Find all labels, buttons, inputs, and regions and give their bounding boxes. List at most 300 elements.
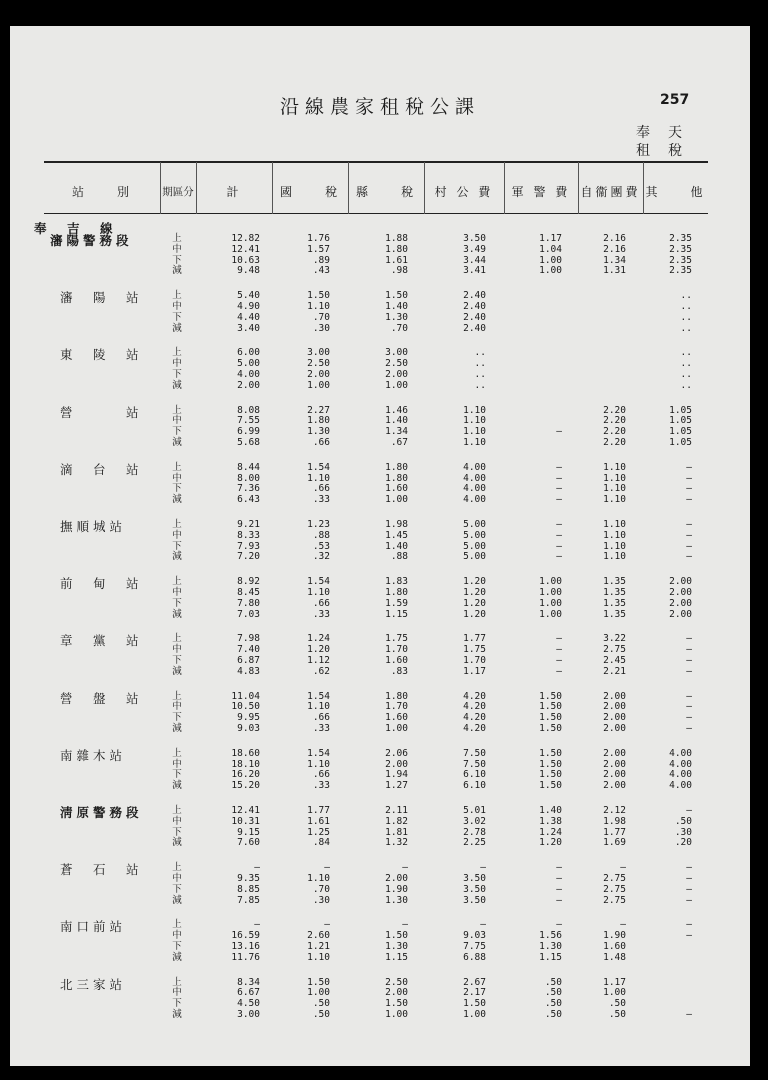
table-cell: 2.75	[603, 644, 626, 656]
table-cell: 1.50	[307, 976, 330, 988]
table-cell: 2.00	[307, 369, 330, 380]
grade-label: 中	[172, 930, 182, 942]
station-name: 章 黨 站	[60, 633, 143, 649]
table-cell: 16.20	[231, 769, 260, 781]
table-cell: 5.01	[463, 805, 486, 816]
table-cell: 1.54	[307, 576, 330, 588]
grade-label: 中	[172, 243, 182, 255]
table-cell: 1.35	[603, 597, 626, 609]
grade-label: 減	[172, 494, 182, 506]
table-cell: ..	[680, 301, 692, 312]
table-cell: —	[686, 930, 692, 942]
table-cell: 1.57	[307, 243, 330, 255]
table-cell: 18.60	[231, 747, 260, 759]
station-name: 前 甸 站	[60, 576, 143, 592]
table-cell: 2.12	[603, 805, 626, 816]
table-cell: 1.00	[307, 379, 330, 391]
table-cell: 1.88	[385, 233, 408, 244]
table-cell: 1.00	[539, 608, 562, 620]
table-cell: 5.00	[237, 358, 260, 370]
table-cell: —	[686, 529, 692, 541]
grade-label: 上	[172, 919, 182, 931]
table-cell: 6.10	[463, 780, 486, 792]
table-cell: 4.20	[463, 723, 486, 734]
grade-label: 中	[172, 301, 182, 312]
table-cell: 1.30	[307, 426, 330, 438]
table-cell: 1.59	[385, 597, 408, 609]
page-number: 257	[660, 92, 690, 108]
table-cell: 1.50	[539, 701, 562, 713]
table-cell: 1.48	[603, 951, 626, 963]
table-cell: 4.00	[669, 769, 692, 781]
table-cell: 1.34	[385, 426, 408, 438]
table-cell: 7.03	[237, 608, 260, 620]
table-cell: 2.20	[603, 426, 626, 438]
grade-label: 減	[172, 551, 182, 563]
grade-label: 中	[172, 644, 182, 656]
table-cell: 7.60	[237, 837, 260, 849]
table-cell: 1.98	[385, 519, 408, 530]
table-cell: 9.35	[237, 873, 260, 884]
table-cell: 1.10	[307, 472, 330, 484]
station-name: 營 站	[60, 404, 143, 420]
table-cell: 1.10	[307, 701, 330, 713]
table-cell: 2.00	[669, 597, 692, 609]
table-cell: —	[686, 540, 692, 552]
table-cell: 1.20	[463, 587, 486, 598]
side-label-bottom: 租稅	[636, 143, 700, 159]
grade-label: 減	[172, 1009, 182, 1020]
table-cell: 2.11	[385, 805, 408, 816]
table-cell: 3.41	[463, 265, 486, 277]
table-cell: 1.00	[385, 494, 408, 506]
table-cell: .70	[312, 883, 330, 895]
table-cell: —	[686, 644, 692, 656]
table-cell: —	[686, 461, 692, 473]
grade-label: 減	[172, 265, 182, 277]
table-cell: 4.20	[463, 701, 486, 713]
table-cell: 1.17	[463, 665, 486, 677]
grade-label: 下	[172, 769, 182, 781]
table-cell: 13.16	[231, 941, 260, 952]
table-cell: 2.20	[603, 404, 626, 416]
table-cell: ..	[474, 369, 486, 380]
table-cell: 6.43	[237, 494, 260, 506]
table-cell: 1.38	[539, 815, 562, 827]
grade-label: 下	[172, 712, 182, 724]
table-cell: 1.21	[307, 941, 330, 952]
table-cell: 11.76	[231, 951, 260, 963]
table-cell: —	[686, 701, 692, 713]
table-cell: 7.85	[237, 894, 260, 906]
grade-label: 上	[172, 576, 182, 588]
table-cell: .88	[312, 529, 330, 541]
table-cell: .70	[312, 311, 330, 323]
table-cell: 2.00	[385, 873, 408, 884]
table-cell: 1.70	[463, 655, 486, 666]
table-cell: 1.50	[463, 998, 486, 1010]
table-cell: 1.10	[463, 426, 486, 438]
table-cell: 2.40	[463, 290, 486, 302]
table-cell: 2.20	[603, 437, 626, 448]
table-cell: 3.50	[463, 883, 486, 895]
table-cell: 2.00	[669, 576, 692, 588]
table-cell: 1.75	[385, 633, 408, 645]
grade-label: 中	[172, 529, 182, 541]
table-cell: 2.40	[463, 311, 486, 323]
table-cell: 15.20	[231, 780, 260, 792]
table-cell: 1.40	[385, 415, 408, 427]
column-header: 村 公 費	[434, 185, 494, 199]
table-cell: 1.25	[307, 826, 330, 838]
table-cell: 8.34	[237, 976, 260, 988]
table-cell: 1.45	[385, 529, 408, 541]
grade-label: 上	[172, 404, 182, 416]
table-cell: 1.30	[385, 311, 408, 323]
table-cell: 4.20	[463, 690, 486, 702]
station-name: 蒼 石 站	[60, 862, 143, 878]
table-cell: 1.69	[603, 837, 626, 849]
table-cell: —	[686, 919, 692, 931]
table-cell: 2.00	[603, 769, 626, 781]
table-cell: 1.10	[307, 758, 330, 770]
table-cell: 12.41	[231, 243, 260, 255]
table-cell: 1.00	[539, 576, 562, 588]
table-cell: 1.10	[307, 587, 330, 598]
column-header: 縣 稅	[355, 185, 416, 199]
table-cell: 1.80	[385, 461, 408, 473]
table-cell: 1.00	[539, 597, 562, 609]
table-cell: —	[686, 690, 692, 702]
table-cell: 2.67	[463, 976, 486, 988]
table-cell: 1.10	[603, 483, 626, 495]
table-cell: 7.93	[237, 540, 260, 552]
grade-label: 中	[172, 701, 182, 713]
table-cell: —	[686, 873, 692, 884]
table-cell: —	[556, 472, 562, 484]
table-cell: —	[620, 919, 626, 931]
station-name: 營 盤 站	[60, 690, 143, 706]
table-cell: —	[556, 665, 562, 677]
table-cell: 2.21	[603, 665, 626, 677]
table-cell: 2.00	[669, 608, 692, 620]
grade-label: 減	[172, 437, 182, 448]
table-cell: 1.10	[603, 519, 626, 530]
grade-label: 下	[172, 941, 182, 952]
table-cell: 1.77	[603, 826, 626, 838]
table-cell: 1.10	[603, 461, 626, 473]
table-cell: —	[686, 494, 692, 506]
table-cell: 4.40	[237, 311, 260, 323]
table-cell: —	[254, 919, 260, 931]
table-cell: 1.15	[385, 608, 408, 620]
table-cell: 2.16	[603, 233, 626, 244]
table-cell: 5.68	[237, 437, 260, 448]
table-cell: ..	[474, 358, 486, 370]
grade-label: 下	[172, 369, 182, 380]
table-cell: 8.08	[237, 404, 260, 416]
grade-label: 上	[172, 290, 182, 302]
table-cell: 4.00	[463, 494, 486, 506]
table-cell: 2.35	[669, 265, 692, 277]
table-cell: 1.00	[539, 587, 562, 598]
grade-label: 減	[172, 608, 182, 620]
table-cell: 9.03	[237, 723, 260, 734]
table-cell: 1.80	[385, 690, 408, 702]
table-cell: 7.50	[463, 747, 486, 759]
table-cell: —	[556, 862, 562, 874]
table-cell: —	[480, 919, 486, 931]
table-cell: .70	[390, 322, 408, 334]
table-cell: 1.60	[603, 941, 626, 952]
table-cell: ..	[680, 311, 692, 323]
grade-label: 減	[172, 322, 182, 334]
table-cell: .50	[674, 815, 692, 827]
table-cell: 1.50	[539, 690, 562, 702]
table-cell: 3.00	[307, 347, 330, 359]
table-cell: .67	[390, 437, 408, 448]
table-cell: 1.83	[385, 576, 408, 588]
table-cell: —	[324, 862, 330, 874]
table-cell: 1.98	[603, 815, 626, 827]
table-cell: 1.77	[307, 805, 330, 816]
table-cell: 1.70	[385, 701, 408, 713]
table-cell: 1.15	[539, 951, 562, 963]
grade-label: 中	[172, 587, 182, 598]
grade-label: 下	[172, 998, 182, 1010]
grade-label: 下	[172, 483, 182, 495]
table-cell: 9.03	[463, 930, 486, 942]
table-cell: ..	[680, 347, 692, 359]
column-header: 國 稅	[279, 185, 340, 199]
table-cell: —	[686, 712, 692, 724]
table-cell: 3.49	[463, 243, 486, 255]
grade-label: 上	[172, 347, 182, 359]
table-cell: 1.75	[463, 644, 486, 656]
table-cell: 3.00	[385, 347, 408, 359]
table-cell: 1.23	[307, 519, 330, 530]
column-header: 計	[226, 185, 242, 199]
section-label: 淸原警務段	[60, 805, 143, 820]
table-cell: 3.44	[463, 254, 486, 266]
table-cell: 1.60	[385, 483, 408, 495]
table-cell: 8.33	[237, 529, 260, 541]
table-cell: 11.04	[231, 690, 260, 702]
table-cell: 1.17	[539, 233, 562, 244]
table-cell: 2.00	[603, 712, 626, 724]
table-cell: —	[686, 472, 692, 484]
table-cell: 4.00	[463, 472, 486, 484]
table-cell: 7.80	[237, 597, 260, 609]
table-cell: 1.54	[307, 690, 330, 702]
table-cell: —	[556, 494, 562, 506]
table-cell: —	[556, 529, 562, 541]
table-cell: .30	[674, 826, 692, 838]
table-cell: 1.24	[539, 826, 562, 838]
table-cell: 2.50	[385, 358, 408, 370]
table-cell: 1.54	[307, 747, 330, 759]
table-cell: 1.61	[385, 254, 408, 266]
table-cell: 1.80	[307, 415, 330, 427]
grade-label: 中	[172, 987, 182, 999]
table-cell: 2.00	[603, 747, 626, 759]
table-cell: 3.02	[463, 815, 486, 827]
table-cell: 1.80	[385, 587, 408, 598]
table-cell: —	[620, 862, 626, 874]
table-cell: .50	[544, 1009, 562, 1020]
table-cell: 2.17	[463, 987, 486, 999]
table-cell: 1.90	[385, 883, 408, 895]
grade-label: 減	[172, 837, 182, 849]
table-cell: 1.80	[385, 243, 408, 255]
column-header: 軍 警 費	[511, 185, 571, 199]
grade-label: 下	[172, 655, 182, 666]
grade-label: 減	[172, 780, 182, 792]
table-cell: 1.10	[603, 472, 626, 484]
table-cell: —	[556, 894, 562, 906]
table-cell: 1.05	[669, 437, 692, 448]
table-cell: 1.77	[463, 633, 486, 645]
table-cell: ..	[680, 290, 692, 302]
grade-label: 下	[172, 426, 182, 438]
side-label-top: 奉天	[636, 125, 700, 141]
grade-label: 減	[172, 723, 182, 734]
table-cell: 1.20	[539, 837, 562, 849]
table-cell: 16.59	[231, 930, 260, 942]
table-cell: 1.46	[385, 404, 408, 416]
table-cell: ..	[680, 322, 692, 334]
grade-label: 中	[172, 815, 182, 827]
table-cell: 1.00	[385, 1009, 408, 1020]
table-cell: —	[556, 655, 562, 666]
table-cell: .66	[312, 483, 330, 495]
column-header: 站 別	[71, 185, 132, 199]
column-header: 期區分	[162, 186, 194, 198]
table-cell: 8.44	[237, 461, 260, 473]
table-cell: ..	[474, 379, 486, 391]
table-cell: 6.87	[237, 655, 260, 666]
table-cell: 7.75	[463, 941, 486, 952]
table-cell: .50	[544, 987, 562, 999]
table-cell: 1.00	[385, 379, 408, 391]
table-cell: .83	[390, 665, 408, 677]
grade-label: 上	[172, 976, 182, 988]
table-cell: .50	[312, 998, 330, 1010]
table-cell: 1.15	[385, 951, 408, 963]
table-cell: 1.10	[307, 301, 330, 312]
table-cell: 1.61	[307, 815, 330, 827]
grade-label: 中	[172, 415, 182, 427]
table-cell: —	[686, 655, 692, 666]
table-cell: 1.40	[385, 540, 408, 552]
table-cell: —	[556, 551, 562, 563]
table-cell: 3.22	[603, 633, 626, 645]
table-cell: —	[556, 540, 562, 552]
table-cell: —	[686, 883, 692, 895]
table-cell: 1.54	[307, 461, 330, 473]
table-cell: ..	[680, 369, 692, 380]
table-cell: 1.30	[385, 894, 408, 906]
table-cell: —	[556, 426, 562, 438]
table-cell: .50	[312, 1009, 330, 1020]
table-cell: 2.50	[385, 976, 408, 988]
table-cell: 2.00	[669, 587, 692, 598]
table-cell: 1.00	[603, 987, 626, 999]
grade-label: 中	[172, 873, 182, 884]
table-cell: .33	[312, 723, 330, 734]
table-cell: 3.00	[237, 1009, 260, 1020]
table-cell: —	[324, 919, 330, 931]
grade-label: 中	[172, 758, 182, 770]
table-cell: .50	[544, 976, 562, 988]
grade-label: 上	[172, 461, 182, 473]
table-cell: 1.10	[463, 437, 486, 448]
table-cell: .30	[312, 322, 330, 334]
station-name: 瀋 陽 站	[60, 290, 143, 306]
table-cell: 1.00	[463, 1009, 486, 1020]
table-cell: 1.40	[385, 301, 408, 312]
table-cell: 3.50	[463, 233, 486, 244]
table-cell: —	[556, 519, 562, 530]
table-cell: 1.35	[603, 608, 626, 620]
table-cell: .33	[312, 494, 330, 506]
table-cell: 4.00	[463, 483, 486, 495]
grade-label: 減	[172, 379, 182, 391]
table-cell: 1.10	[463, 404, 486, 416]
table-cell: .66	[312, 712, 330, 724]
table-cell: 1.12	[307, 655, 330, 666]
grade-label: 減	[172, 951, 182, 963]
table-cell: 1.30	[539, 941, 562, 952]
table-cell: 2.00	[385, 987, 408, 999]
table-cell: 2.00	[603, 758, 626, 770]
table-cell: 7.36	[237, 483, 260, 495]
table-cell: 8.45	[237, 587, 260, 598]
table-cell: 1.10	[307, 951, 330, 963]
table-cell: —	[686, 862, 692, 874]
table-cell: 1.24	[307, 633, 330, 645]
table-cell: 2.60	[307, 930, 330, 942]
table-cell: 2.16	[603, 243, 626, 255]
grade-label: 上	[172, 747, 182, 759]
table-cell: 3.50	[463, 894, 486, 906]
table-cell: 7.98	[237, 633, 260, 645]
table-cell: 1.50	[307, 290, 330, 302]
table-cell: 2.40	[463, 301, 486, 312]
table-cell: 1.90	[603, 930, 626, 942]
table-cell: 1.10	[603, 529, 626, 541]
table-cell: 1.80	[385, 472, 408, 484]
table-cell: 3.50	[463, 873, 486, 884]
table-cell: 1.70	[385, 644, 408, 656]
table-cell: 1.35	[603, 576, 626, 588]
table-cell: 1.00	[539, 254, 562, 266]
column-header: 其 他	[645, 185, 706, 199]
table-cell: 1.05	[669, 426, 692, 438]
table-cell: .50	[608, 998, 626, 1010]
table-cell: 5.00	[463, 551, 486, 563]
table-cell: 6.00	[237, 347, 260, 359]
station-name: 撫順城站	[60, 519, 127, 534]
table-cell: —	[556, 883, 562, 895]
table-cell: 1.40	[539, 805, 562, 816]
table-cell: 8.85	[237, 883, 260, 895]
table-cell: 9.95	[237, 712, 260, 724]
table-cell: 2.75	[603, 894, 626, 906]
table-cell: 2.00	[385, 758, 408, 770]
page-title: 沿線農家租稅公課	[279, 96, 480, 118]
table-cell: 2.00	[385, 369, 408, 380]
